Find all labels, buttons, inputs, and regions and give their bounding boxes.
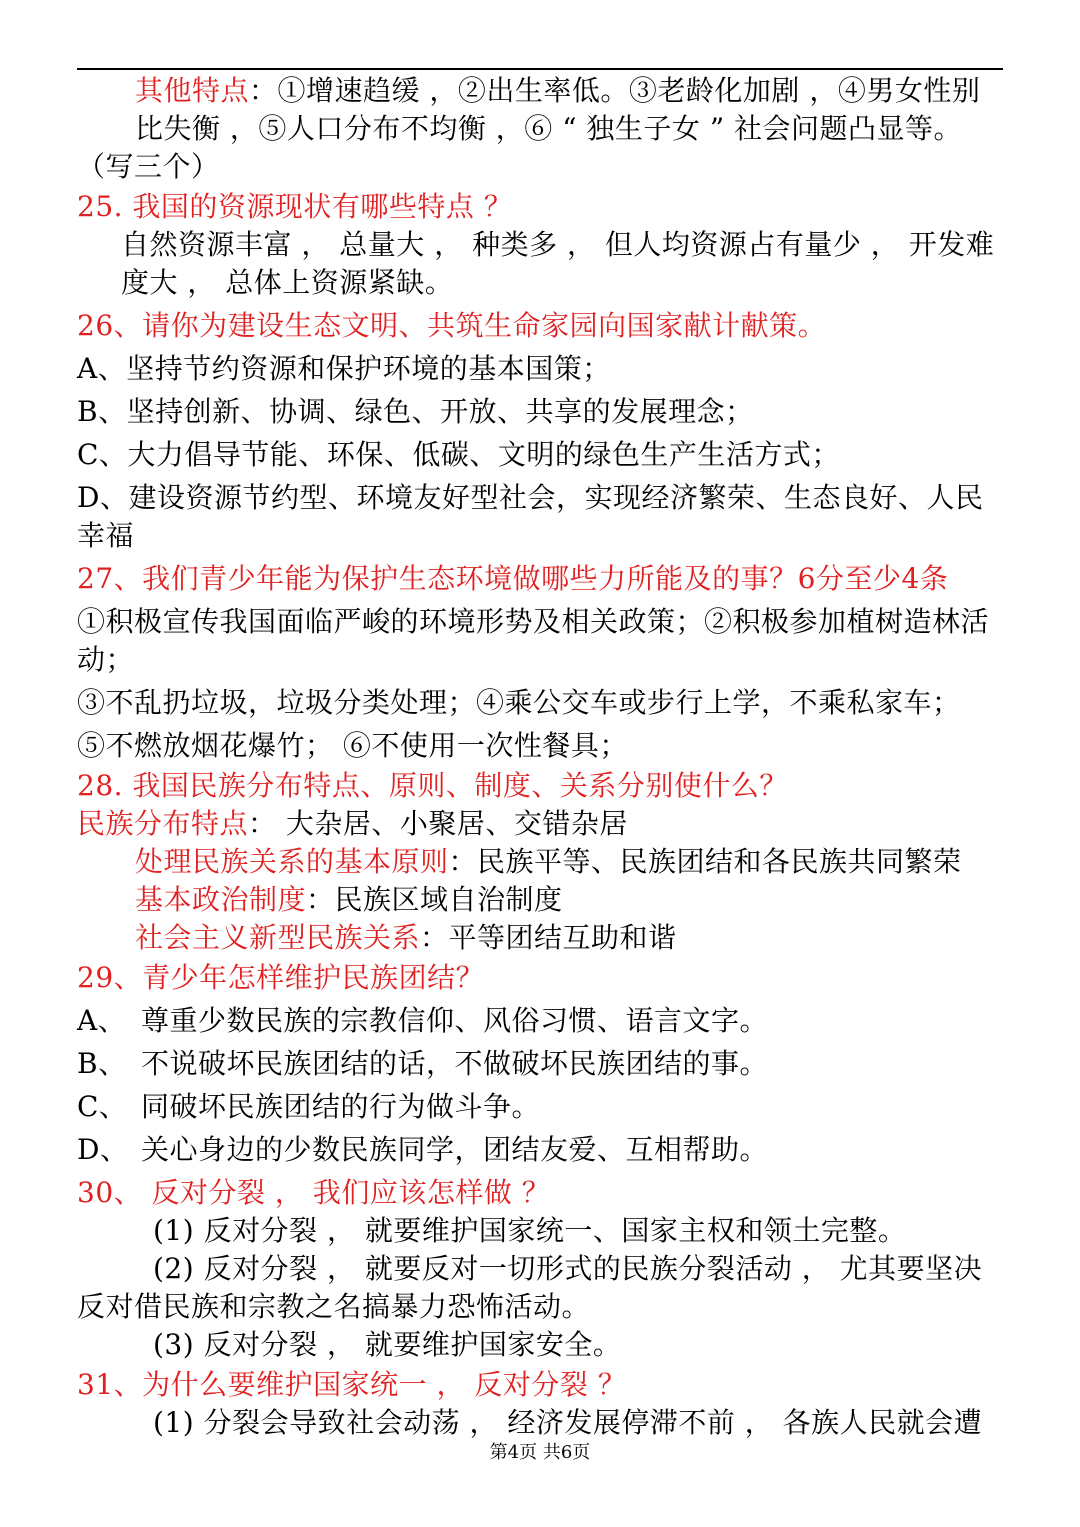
q28-system-text: ：民族区域自治制度 <box>306 883 563 916</box>
q27-item-2: ③不乱扔垃圾，垃圾分类处理；④乘公交车或步行上学，不乘私家车； <box>77 686 961 719</box>
q29-item-d <box>77 1131 1003 1169</box>
q26-item-c: C、大力倡导节能、环保、低碳、文明的绿色生产生活方式； <box>77 438 840 471</box>
q29-item-c-letter: C、 <box>77 1090 128 1123</box>
q26-item-d: D、建设资源节约型、环境友好型社会，实现经济繁荣、生态良好、人民幸福 <box>77 481 984 552</box>
q28-distribution <box>77 805 1003 843</box>
q24-note: （写三个） <box>77 150 220 183</box>
q24-other-features <box>77 72 1003 148</box>
q31-title: 31、为什么要维护国家统一 ， 反对分裂 ？ <box>77 1368 627 1401</box>
q29-item-d-letter: D、 <box>77 1133 129 1166</box>
q28-system <box>77 881 1003 919</box>
q28-principle <box>77 843 1003 881</box>
q29-title: 29、青少年怎样维护民族团结？ <box>77 961 485 994</box>
q26-item-b: B、坚持创新、协调、绿色、开放、共享的发展理念； <box>77 395 754 428</box>
q24-other-text: ：①增速趋缓 ，②出生率低。③老龄化加剧 ，④男女性别比失衡 ，⑤人口分布不均衡 ，⑥ “ 独生子女 ” 社会问题凸显等。 <box>135 74 981 145</box>
q29-item-a-letter: A、 <box>77 1004 127 1037</box>
q29-item-b-text: 不说破坏民族团结的话，不做破坏民族团结的事。 <box>141 1047 769 1080</box>
q29-item-b-letter: B、 <box>77 1047 127 1080</box>
q25-answer: 自然资源丰富 ， 总量大 ， 种类多 ， 但人均资源占有量少 ， 开发难度大 ， 总体上资源紧缺。 <box>121 228 995 299</box>
q30-item-1: (1) 反对分裂 ， 就要维护国家统一、国家主权和领土完整。 <box>153 1214 907 1247</box>
q28-distribution-label: 民族分布特点 <box>77 807 249 840</box>
page-footer: 第4页 共6页 <box>489 1442 591 1463</box>
q28-system-label: 基本政治制度 <box>135 883 307 916</box>
q28-title: 28. 我国民族分布特点、原则、制度、关系分别使什么？ <box>77 769 788 802</box>
page-content <box>77 72 1003 1442</box>
q27-title: 27、我们青少年能为保护生态环境做哪些力所能及的事？6分至少4条 <box>77 562 949 595</box>
q29-item-a-text: 尊重少数民族的宗教信仰、风俗习惯、语言文字。 <box>141 1004 769 1037</box>
q29-item-c <box>77 1088 1003 1126</box>
q31-item-1: (1) 分裂会导致社会动荡 ， 经济发展停滞不前 ， 各族人民就会遭 <box>153 1406 983 1439</box>
q30-title: 30、 反对分裂 ， 我们应该怎样做 ？ <box>77 1176 551 1209</box>
q28-relation-label: 社会主义新型民族关系 <box>135 921 421 954</box>
q28-relation-text: ：平等团结互助和谐 <box>420 921 677 954</box>
q30-item-3: (3) 反对分裂 ， 就要维护国家安全。 <box>153 1328 622 1361</box>
header-rule <box>77 68 1003 70</box>
q28-relation <box>77 919 1003 957</box>
q27-item-1: ①积极宣传我国面临严峻的环境形势及相关政策；②积极参加植树造林活动； <box>77 605 990 676</box>
q26-item-a: A、坚持节约资源和保护环境的基本国策； <box>77 352 611 385</box>
q27-item-3: ⑤不燃放烟花爆竹； ⑥不使用一次性餐具； <box>77 729 628 762</box>
q29-item-b <box>77 1045 1003 1083</box>
q29-item-c-text: 同破坏民族团结的行为做斗争。 <box>141 1090 541 1123</box>
q28-distribution-text: ： 大杂居、小聚居、交错杂居 <box>248 807 628 840</box>
q25-title: 25. 我国的资源现状有哪些特点 ？ <box>77 190 513 223</box>
q24-other-label: 其他特点 <box>135 74 250 107</box>
q29-item-d-text: 关心身边的少数民族同学，团结友爱、互相帮助。 <box>141 1133 769 1166</box>
q26-title: 26、请你为建设生态文明、共筑生命家园向国家献计献策。 <box>77 309 827 342</box>
q28-principle-label: 处理民族关系的基本原则 <box>135 845 449 878</box>
q29-item-a <box>77 1002 1003 1040</box>
q30-item-2: (2) 反对分裂 ， 就要反对一切形式的民族分裂活动 ， 尤其要坚决反对借民族和宗教之名搞暴力恐怖活动。 <box>77 1252 983 1323</box>
q28-principle-text: ：民族平等、民族团结和各民族共同繁荣 <box>448 845 962 878</box>
